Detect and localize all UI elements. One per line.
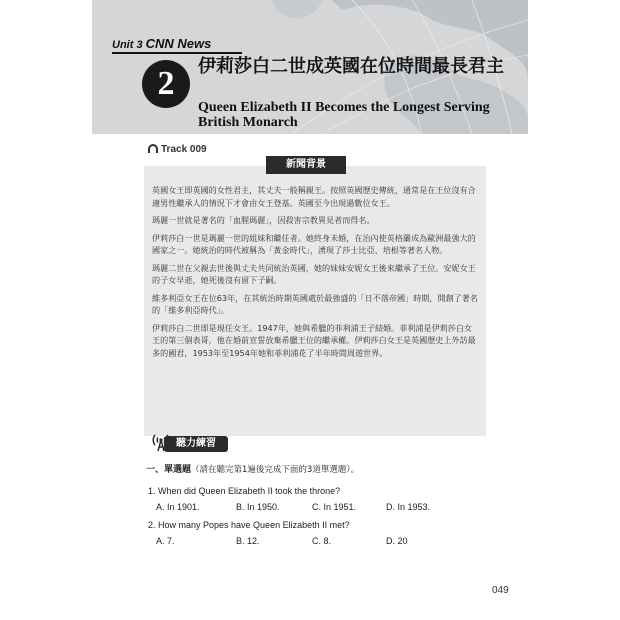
question-2: 2. How many Popes have Queen Elizabeth II met? (148, 520, 350, 530)
article-number-badge: 2 (142, 60, 190, 108)
option[interactable]: D. 20 (386, 536, 408, 546)
unit-underline (112, 52, 242, 54)
section-heading (146, 462, 359, 475)
question-1: 1. When did Queen Elizabeth II took the throne? (148, 486, 341, 496)
news-paragraph: 瑪麗二世在父親去世後與丈夫共同統治英國，她的妹妹安妮女王後來繼承了王位。安妮女王的子女早逝，她死後沒有留下子嗣。 (152, 262, 476, 285)
section-title: 一、單選題 (146, 465, 192, 475)
listening-practice-heading (150, 430, 230, 452)
series-name: CNN News (145, 36, 212, 51)
option[interactable]: B. In 1950. (236, 502, 280, 512)
listening-practice-label: 聽力練習 (164, 436, 228, 452)
unit-label (112, 36, 211, 51)
option[interactable]: C. In 1951. (312, 502, 357, 512)
news-paragraph: 瑪麗一世就是著名的「血腥瑪麗」，因殺害宗教異見者而得名。 (152, 215, 375, 225)
unit-number: Unit 3 (112, 39, 143, 51)
title-chinese: 伊莉莎白二世成英國在位時間最長君主 (198, 56, 504, 77)
track-label: Track 009 (161, 144, 207, 155)
section-instructions: （請在聽完第1遍後完成下面的3道單選題）。 (191, 465, 360, 475)
audio-track (148, 144, 207, 155)
headphones-icon (148, 144, 158, 153)
header-banner (92, 0, 528, 134)
option[interactable]: D. In 1953. (386, 502, 431, 512)
news-paragraph: 維多利亞女王在位63年，在其統治時期英國處於最強盛的「日不落帝國」時期，開創了著名的「維多利亞時代」。 (152, 292, 478, 315)
news-paragraph: 英國女王即英國的女性君主，其丈夫一般稱親王。按照英國歷史傳統，通常是在王位沒有合適男性繼承人的情況下才會由女王登基。英國至今出現過數位女王。 (152, 185, 476, 208)
news-background-label: 新聞背景 (266, 156, 346, 174)
option[interactable]: B. 12. (236, 536, 260, 546)
title-english: Queen Elizabeth II Becomes the Longest Serving British Monarch (198, 100, 490, 130)
book-page (92, 0, 528, 620)
option[interactable]: A. 7. (156, 536, 175, 546)
option[interactable]: C. 8. (312, 536, 332, 546)
page-number: 049 (492, 585, 509, 596)
news-paragraph: 伊莉莎白二世即是現任女王。1947年，她與希臘的菲利浦王子結婚。菲利浦是伊莉莎白女王的第三個表哥，他在婚前宣誓放棄希臘王位的繼承權。伊莉莎白女王是英國歷史上外訪最多的國君，1953年至1954年她和菲利浦花了半年時間周遊世界。 (152, 322, 476, 358)
news-background-text (152, 184, 480, 364)
option[interactable]: A. In 1901. (156, 502, 200, 512)
news-paragraph: 伊莉莎白一世是瑪麗一世的姐妹和繼任者。她終身未婚，在治內使英格蘭成為歐洲最強大的國家之一。她統治的時代被稱為「黃金時代」，湧現了莎士比亞、培根等著名人物。 (152, 232, 476, 255)
